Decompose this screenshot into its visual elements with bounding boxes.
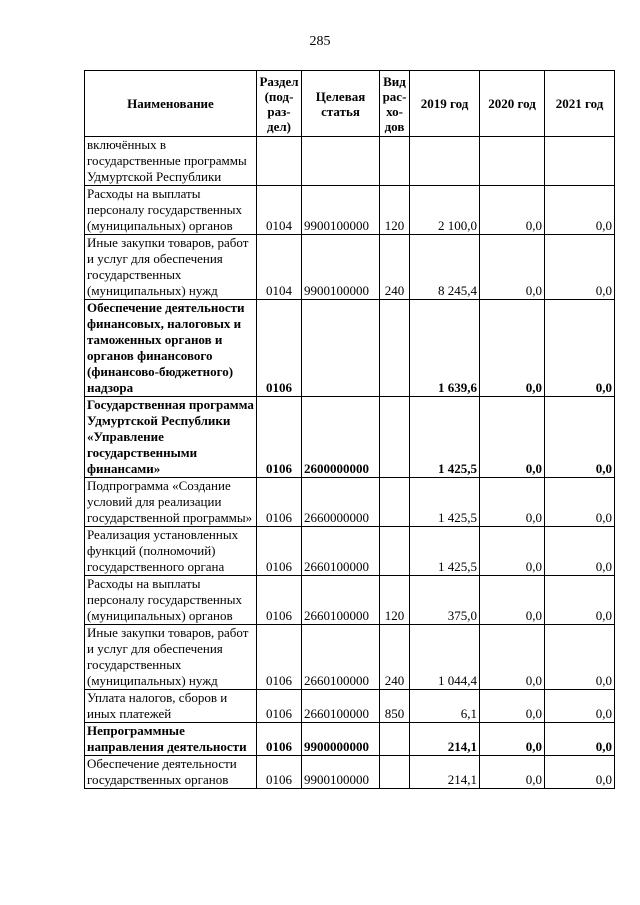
cell-section: 0106 — [257, 527, 302, 576]
cell-name: включённых в государственные программы Удмуртской Республики — [85, 137, 257, 186]
cell-y2021: 0,0 — [545, 527, 615, 576]
page-number: 285 — [309, 34, 331, 49]
cell-section: 0106 — [257, 478, 302, 527]
cell-section: 0106 — [257, 300, 302, 397]
cell-y2020: 0,0 — [480, 625, 545, 690]
cell-y2019: 1 425,5 — [410, 478, 480, 527]
cell-section: 0106 — [257, 756, 302, 789]
cell-name: Непрограммные направления деятельности — [85, 723, 257, 756]
table-row — [85, 235, 615, 300]
table-row — [85, 527, 615, 576]
cell-name: Расходы на выплаты персоналу государственных (муниципальных) органов — [85, 186, 257, 235]
cell-y2021: 0,0 — [545, 723, 615, 756]
cell-y2021: 0,0 — [545, 690, 615, 723]
cell-section: 0106 — [257, 576, 302, 625]
cell-y2019: 1 425,5 — [410, 397, 480, 478]
cell-y2020: 0,0 — [480, 186, 545, 235]
cell-section: 0106 — [257, 690, 302, 723]
table-row — [85, 756, 615, 789]
cell-target: 2660100000 — [302, 527, 380, 576]
table-body — [85, 137, 615, 789]
cell-section: 0106 — [257, 625, 302, 690]
cell-name: Подпрограмма «Создание условий для реализации государственной программы» — [85, 478, 257, 527]
cell-y2020: 0,0 — [480, 527, 545, 576]
cell-section: 0106 — [257, 397, 302, 478]
cell-y2019: 1 639,6 — [410, 300, 480, 397]
cell-section: 0104 — [257, 235, 302, 300]
table-row — [85, 723, 615, 756]
cell-expense-type — [380, 723, 410, 756]
cell-expense-type — [380, 527, 410, 576]
cell-target: 9900100000 — [302, 235, 380, 300]
cell-y2021: 0,0 — [545, 756, 615, 789]
cell-y2020: 0,0 — [480, 235, 545, 300]
budget-table — [84, 70, 615, 789]
cell-name: Обеспечение деятельности государственных органов — [85, 756, 257, 789]
table-row — [85, 690, 615, 723]
cell-name: Государственная программа Удмуртской Республики «Управление государственными финансами» — [85, 397, 257, 478]
cell-target — [302, 137, 380, 186]
cell-target: 2600000000 — [302, 397, 380, 478]
cell-expense-type: 120 — [380, 576, 410, 625]
cell-y2020: 0,0 — [480, 723, 545, 756]
cell-y2019 — [410, 137, 480, 186]
cell-y2019: 8 245,4 — [410, 235, 480, 300]
header-section: Раздел (под-раз-дел) — [257, 71, 302, 137]
cell-target: 2660100000 — [302, 690, 380, 723]
table-row — [85, 186, 615, 235]
header-2021: 2021 год — [545, 71, 615, 137]
cell-name: Обеспечение деятельности финансовых, налоговых и таможенных органов и органов финансового (финансово-бюджетного) надзора — [85, 300, 257, 397]
cell-expense-type: 850 — [380, 690, 410, 723]
cell-y2020: 0,0 — [480, 756, 545, 789]
table-row — [85, 478, 615, 527]
cell-expense-type: 120 — [380, 186, 410, 235]
header-expense-type: Вид рас-хо-дов — [380, 71, 410, 137]
cell-target: 2660100000 — [302, 625, 380, 690]
cell-y2021: 0,0 — [545, 186, 615, 235]
header-2020: 2020 год — [480, 71, 545, 137]
cell-y2021: 0,0 — [545, 576, 615, 625]
cell-name: Расходы на выплаты персоналу государственных (муниципальных) органов — [85, 576, 257, 625]
cell-y2021: 0,0 — [545, 235, 615, 300]
cell-section: 0106 — [257, 723, 302, 756]
cell-y2021: 0,0 — [545, 300, 615, 397]
cell-y2019: 214,1 — [410, 723, 480, 756]
cell-target: 9900000000 — [302, 723, 380, 756]
cell-y2020 — [480, 137, 545, 186]
cell-y2019: 214,1 — [410, 756, 480, 789]
cell-y2021: 0,0 — [545, 397, 615, 478]
cell-y2019: 375,0 — [410, 576, 480, 625]
cell-y2019: 6,1 — [410, 690, 480, 723]
cell-expense-type — [380, 300, 410, 397]
header-2019: 2019 год — [410, 71, 480, 137]
cell-expense-type — [380, 137, 410, 186]
cell-name: Реализация установленных функций (полномочий) государственного органа — [85, 527, 257, 576]
cell-expense-type — [380, 478, 410, 527]
cell-expense-type — [380, 756, 410, 789]
header-target: Целевая статья — [302, 71, 380, 137]
cell-expense-type: 240 — [380, 235, 410, 300]
cell-expense-type — [380, 397, 410, 478]
cell-y2020: 0,0 — [480, 397, 545, 478]
cell-target: 9900100000 — [302, 756, 380, 789]
header-name: Наименование — [85, 71, 257, 137]
cell-y2020: 0,0 — [480, 478, 545, 527]
cell-name: Иные закупки товаров, работ и услуг для обеспечения государственных (муниципальных) нужд — [85, 625, 257, 690]
cell-target: 2660000000 — [302, 478, 380, 527]
cell-y2020: 0,0 — [480, 690, 545, 723]
table-row — [85, 397, 615, 478]
cell-section: 0104 — [257, 186, 302, 235]
cell-name: Иные закупки товаров, работ и услуг для обеспечения государственных (муниципальных) нужд — [85, 235, 257, 300]
cell-y2019: 1 044,4 — [410, 625, 480, 690]
cell-y2020: 0,0 — [480, 576, 545, 625]
table-row — [85, 625, 615, 690]
cell-name: Уплата налогов, сборов и иных платежей — [85, 690, 257, 723]
cell-section — [257, 137, 302, 186]
cell-expense-type: 240 — [380, 625, 410, 690]
table-row — [85, 137, 615, 186]
table-row — [85, 300, 615, 397]
cell-y2021: 0,0 — [545, 625, 615, 690]
cell-y2019: 1 425,5 — [410, 527, 480, 576]
cell-y2021 — [545, 137, 615, 186]
cell-y2019: 2 100,0 — [410, 186, 480, 235]
table-header-row — [85, 71, 615, 137]
cell-y2021: 0,0 — [545, 478, 615, 527]
cell-y2020: 0,0 — [480, 300, 545, 397]
cell-target — [302, 300, 380, 397]
cell-target: 9900100000 — [302, 186, 380, 235]
cell-target: 2660100000 — [302, 576, 380, 625]
table-row — [85, 576, 615, 625]
